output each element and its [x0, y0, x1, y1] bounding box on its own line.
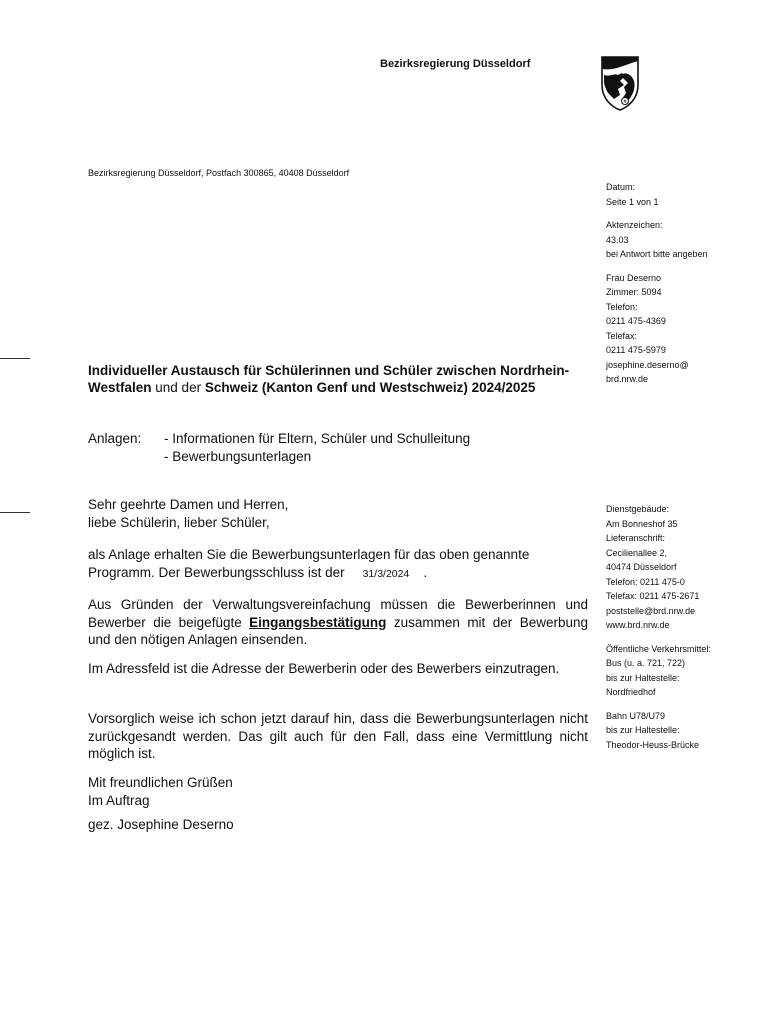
sidebar-line: bei Antwort bitte angeben — [606, 249, 708, 259]
paragraph-text: Aus Gründen der Verwaltungsvereinfachung müssen die Bewerberinnen und Bewerber die beigefügte — [88, 597, 588, 630]
sidebar-email-link[interactable]: poststelle@brd.nrw.de — [606, 605, 696, 616]
sidebar-line: 40474 Düsseldorf — [606, 562, 677, 572]
attachments-list — [88, 430, 470, 466]
nrw-coat-of-arms-icon — [600, 55, 640, 111]
sidebar-line: bis zur Haltestelle: — [606, 725, 680, 735]
deadline-date: 31/3/2024 — [362, 567, 410, 580]
sidebar-office-info — [606, 502, 711, 752]
sidebar-email-link[interactable]: josephine.deserno@ — [606, 359, 689, 370]
salutation-line: liebe Schülerin, lieber Schüler, — [88, 514, 270, 530]
salutation-line: Sehr geehrte Damen und Herren, — [88, 497, 289, 512]
sidebar-line: Dienstgebäude: — [606, 504, 670, 514]
letter-subject — [88, 362, 588, 396]
sidebar-line: 43.03 — [606, 234, 629, 245]
sidebar-line: Bus (u. a. 721, 722) — [606, 658, 686, 668]
sidebar-line: 0211 475-4369 — [606, 316, 666, 326]
sidebar-email-link[interactable]: brd.nrw.de — [606, 374, 649, 384]
sidebar-line: Cecilienallee 2, — [606, 547, 668, 558]
sidebar-line: 0211 475-5979 — [606, 345, 666, 355]
sidebar-line: Zimmer: 5094 — [606, 287, 662, 297]
sidebar-line: Bahn U78/U79 — [606, 710, 666, 721]
authority-name: Bezirksregierung Düsseldorf — [380, 58, 531, 70]
sidebar-line: Telefon: 0211 475-0 — [606, 576, 685, 587]
sidebar-line: Telefax: 0211 475-2671 — [606, 591, 700, 601]
paragraph-confirmation — [88, 596, 588, 649]
subject-plain-part: und der — [151, 380, 205, 395]
fold-mark — [0, 358, 30, 359]
return-address: Bezirksregierung Düsseldorf, Postfach 300865, 40408 Düsseldorf — [88, 168, 350, 178]
fold-mark — [0, 512, 30, 513]
sidebar-line: Nordfriedhof — [606, 687, 656, 697]
closing-line: Mit freundlichen Grüßen — [88, 775, 233, 790]
signature: gez. Josephine Deserno — [88, 817, 234, 832]
paragraph-address-field: Im Adressfeld ist die Adresse der Bewerberin oder des Bewerbers einzutragen. — [88, 661, 560, 676]
paragraph-end: . — [423, 564, 428, 580]
attachments-label: Anlagen: — [88, 431, 142, 446]
sidebar-line: Seite 1 von 1 — [606, 196, 659, 207]
subject-bold-part: Individueller Austausch für Schülerinnen und Schüler zwischen Nordrhein-Westfalen — [88, 363, 570, 395]
sidebar-line: Telefax: — [606, 330, 638, 341]
attachment-item: - Bewerbungsunterlagen — [164, 449, 312, 464]
closing — [88, 774, 588, 809]
sidebar-line: Aktenzeichen: — [606, 220, 663, 230]
salutation — [88, 496, 588, 531]
sidebar-line: Telefon: — [606, 301, 638, 312]
paragraph-text: zusammen mit der Bewerbung und den nötigen Anlagen einsenden. — [88, 614, 588, 647]
sidebar-line: bis zur Haltestelle: — [606, 672, 680, 683]
paragraph-text: als Anlage erhalten Sie die Bewerbungsunterlagen für das oben genannte Programm. Der Bewerbungsschluss ist der — [88, 547, 530, 580]
closing-line: Im Auftrag — [88, 792, 150, 808]
paragraph-no-return: Vorsorglich weise ich schon jetzt darauf hin, dass die Bewerbungsunterlagen nicht zurückgesandt werden. Das gilt auch für den Fall, dass eine Vermittlung nicht möglich ist. — [88, 711, 588, 761]
subject-bold-part: Schweiz (Kanton Genf und Westschweiz) 2024/2025 — [204, 380, 536, 395]
sidebar-line: Frau Deserno — [606, 272, 662, 283]
emphasized-term: Eingangsbestätigung — [249, 614, 387, 630]
sidebar-web-link[interactable]: www.brd.nrw.de — [606, 620, 670, 630]
sidebar-line: Lieferanschrift: — [606, 533, 666, 543]
sidebar-line: Theodor-Heuss-Brücke — [606, 739, 700, 750]
attachment-item: - Informationen für Eltern, Schüler und Schulleitung — [164, 431, 471, 446]
sidebar-line: Öffentliche Verkehrsmittel: — [606, 643, 711, 654]
sidebar-line: Am Bonneshof 35 — [606, 518, 678, 529]
sidebar-contact-info — [606, 180, 708, 387]
sidebar-line: Datum: — [606, 182, 636, 192]
paragraph-deadline — [88, 546, 588, 583]
